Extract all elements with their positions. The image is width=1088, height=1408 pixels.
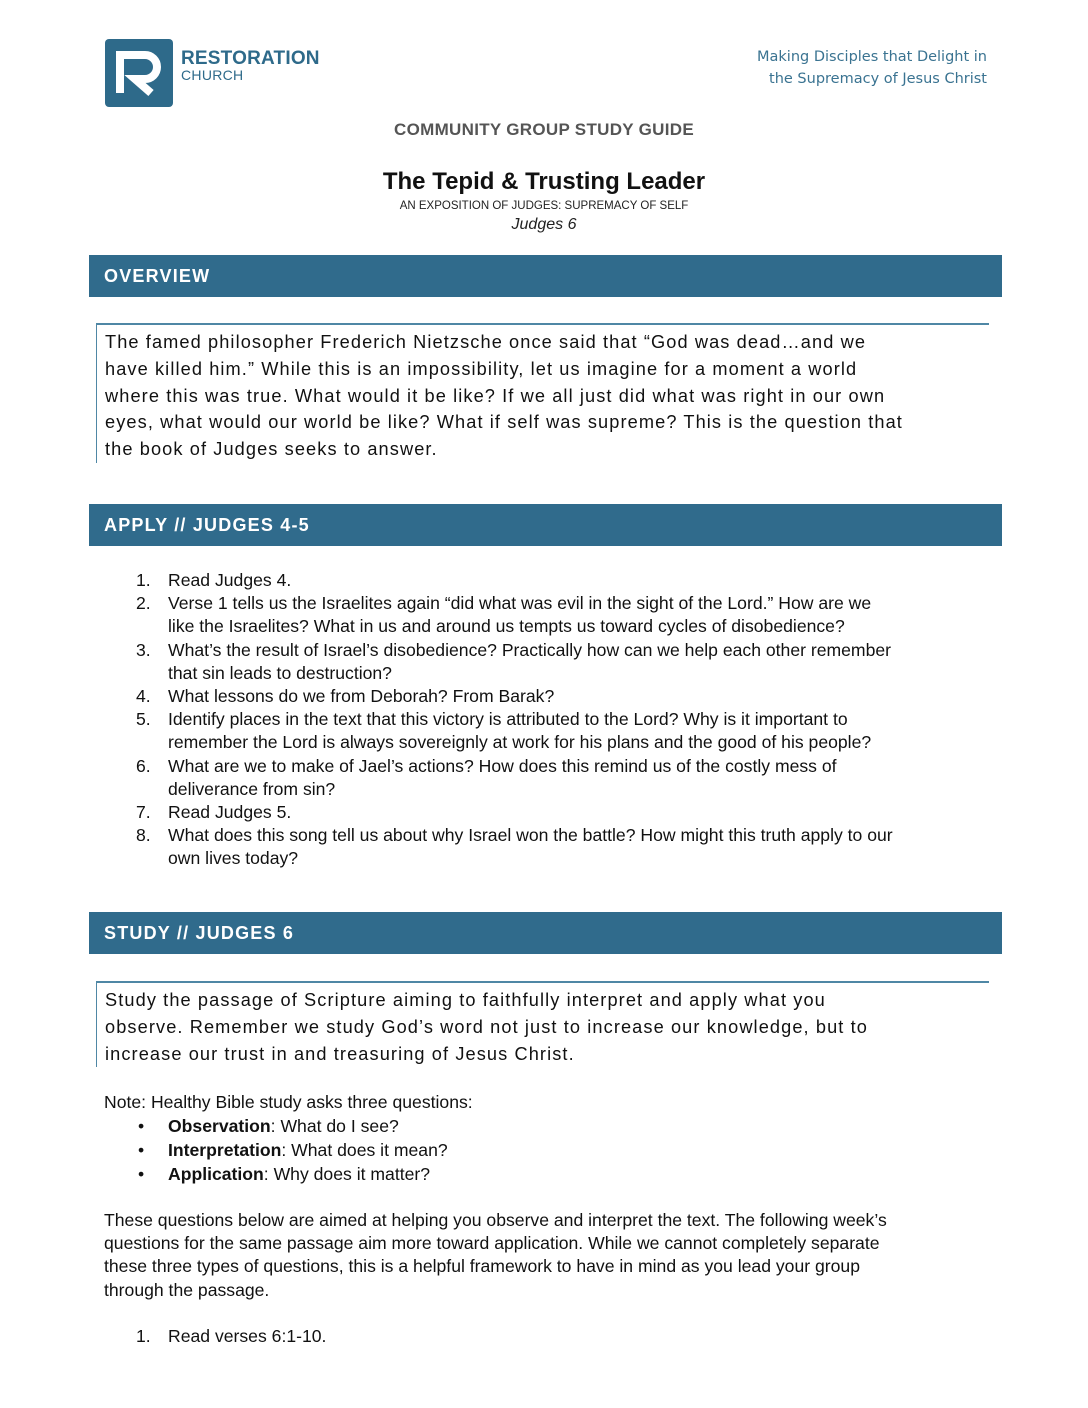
list-item: 4. What lessons do we from Deborah? From Barak?: [136, 686, 555, 707]
bullet-icon: •: [138, 1164, 145, 1184]
apply-section-header: [89, 504, 1002, 546]
study-line: observe. Remember we study God’s word not just to increase our knowledge, but to: [105, 1016, 868, 1037]
overview-heading: OVERVIEW: [104, 266, 211, 286]
overview-box: [96, 323, 989, 463]
study-line: Study the passage of Scripture aiming to faithfully interpret and apply what you: [105, 990, 826, 1010]
study-section-header: [89, 912, 1002, 954]
page-title: The Tepid & Trusting Leader: [382, 168, 706, 195]
logo-mark: [105, 39, 173, 107]
overview-line: where this was true. What would it be like? If we all just did what was right in our own: [105, 385, 886, 406]
list-item: 1. Read verses 6:1-10.: [136, 1326, 327, 1346]
list-item: 5. Identify places in the text that this victory is attributed to the Lord? Why is it important to remember the Lord is always sovereignly at work for his plans and the good of his people?: [136, 709, 872, 753]
tagline-line: Making Disciples that Delight in: [757, 49, 987, 65]
overview-line: the book of Judges seeks to answer.: [105, 439, 438, 460]
bullet-icon: •: [138, 1116, 145, 1136]
study-question-list: [104, 1325, 994, 1348]
study-bullet-list: [104, 1114, 448, 1186]
apply-question-list: [104, 569, 994, 871]
guide-title: COMMUNITY GROUP STUDY GUIDE: [394, 120, 694, 139]
list-item: 2. Verse 1 tells us the Israelites again “did what was evil in the sight of the Lord.” How are we like the Israelites? What in us and around us tempts us toward cycles of disobedience?: [136, 593, 872, 637]
bullet-icon: •: [138, 1140, 145, 1160]
restoration-church-logo: [105, 39, 325, 109]
list-item: • Interpretation: What does it mean?: [138, 1140, 448, 1160]
list-item: 1. Read Judges 4.: [136, 570, 292, 590]
overview-line: eyes, what would our world be like? What if self was supreme? This is the question that: [105, 412, 903, 433]
study-note: Note: Healthy Bible study asks three questions:: [104, 1092, 473, 1112]
overview-section-header: [89, 255, 1002, 297]
study-paragraph: These questions below are aimed at helping you observe and interpret the text. The following week’s questions for the same passage aim more toward application. While we cannot completely separate these three types of questions, this is a helpful framework to have in mind as you lead your group through the passage.: [104, 1210, 887, 1300]
list-item: 7. Read Judges 5.: [136, 802, 292, 823]
list-item: 8. What does this song tell us about why Israel won the battle? How might this truth apply to our own lives today?: [136, 825, 893, 869]
logo-name: RESTORATION: [181, 48, 320, 69]
list-item: 3. What’s the result of Israel’s disobedience? Practically how can we help each other remember that sin leads to destruction?: [136, 639, 892, 683]
logo-r-icon: [105, 39, 173, 107]
overview-line: The famed philosopher Frederich Nietzsche once said that “God was dead…and we: [105, 332, 867, 352]
list-item: 6. What are we to make of Jael’s actions? How does this remind us of the costly mess of deliverance from sin?: [136, 755, 837, 799]
list-item: • Application: Why does it matter?: [138, 1164, 431, 1184]
list-item: • Observation: What do I see?: [138, 1116, 399, 1136]
logo-subtitle: CHURCH: [181, 67, 244, 83]
tagline-line: the Supremacy of Jesus Christ: [769, 71, 987, 87]
passage-reference: Judges 6: [511, 216, 577, 233]
study-heading: STUDY // JUDGES 6: [104, 923, 295, 943]
study-line: increase our trust in and treasuring of Jesus Christ.: [105, 1043, 575, 1064]
series-subtitle: AN EXPOSITION OF JUDGES: SUPREMACY OF SELF: [399, 200, 689, 212]
overview-line: have killed him.” While this is an impossibility, let us imagine for a moment a world: [105, 358, 858, 379]
apply-heading: APPLY // JUDGES 4-5: [104, 515, 310, 535]
tagline: [757, 46, 987, 90]
study-box: [96, 981, 989, 1067]
